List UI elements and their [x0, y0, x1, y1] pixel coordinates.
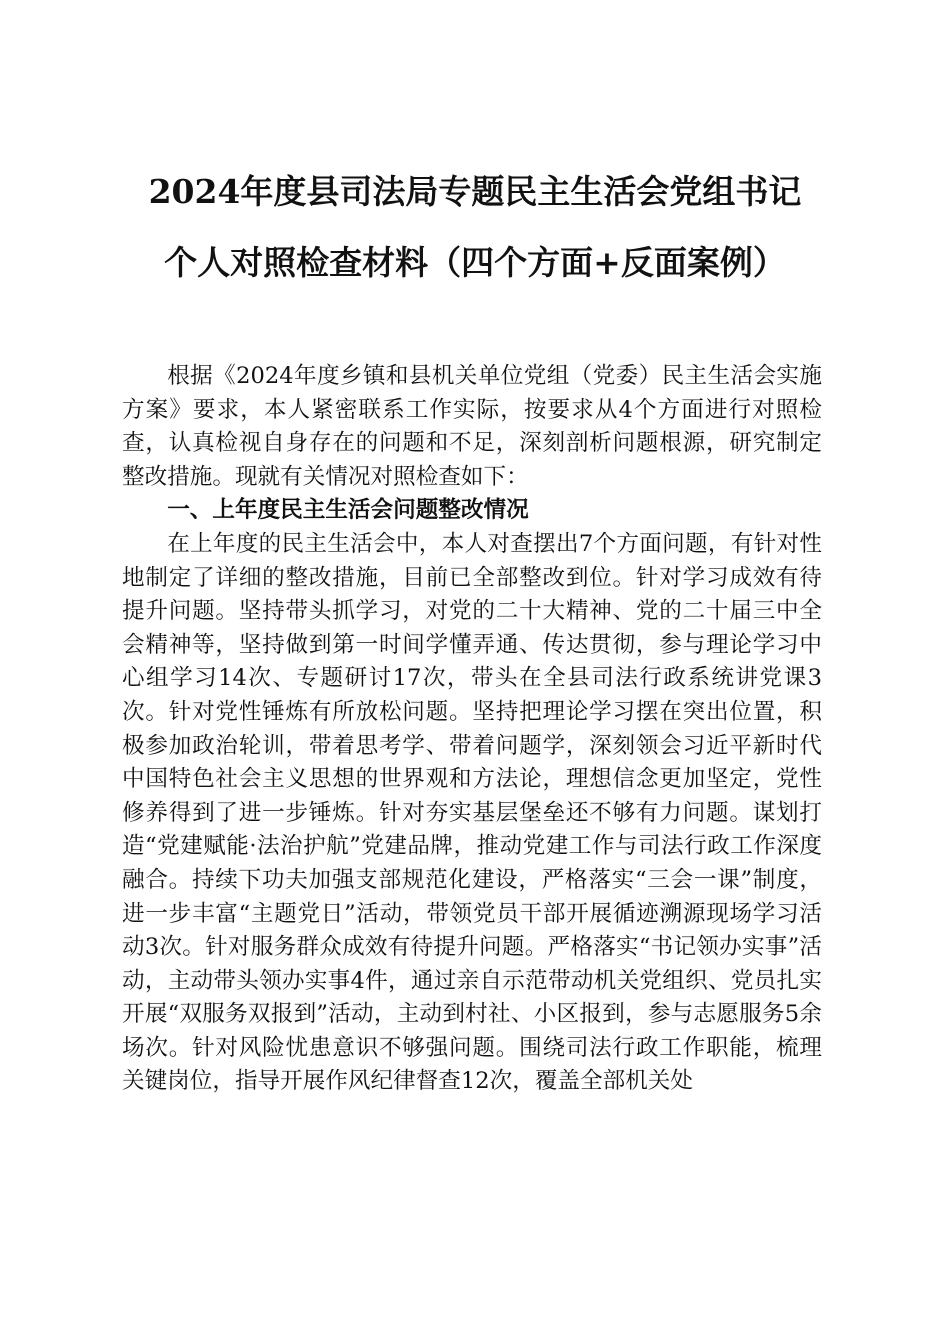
document-body: [122, 360, 822, 1099]
section-1-heading: 一、上年度民主生活会问题整改情况: [167, 497, 529, 524]
intro-paragraph: 根据《2024年度乡镇和县机关单位党组（党委）民主生活会实施方案》要求，本人紧密联系工作实际，按要求从4个方面进行对照检查，认真检视自身存在的问题和不足，深刻剖析问题根源，研究制定整改措施。现就有关情况对照检查如下：: [122, 363, 822, 490]
document-title-line-1: 2024年度县司法局专题民主生活会党组书记: [148, 172, 802, 211]
document-title-line-2: 个人对照检查材料（四个方面+反面案例）: [164, 243, 786, 282]
section-1-paragraph: 在上年度的民主生活会中，本人对查摆出7个方面问题，有针对性地制定了详细的整改措施，目前已全部整改到位。针对学习成效有待提升问题。坚持带头抓学习，对党的二十大精神、党的二十届三中全会精神等，坚持做到第一时间学懂弄通、传达贯彻，参与理论学习中心组学习14次、专题研讨17次，带头在全县司法行政系统讲党课3次。针对党性锤炼有所放松问题。坚持把理论学习摆在突出位置，积极参加政治轮训，带着思考学、带着问题学，深刻领会习近平新时代中国特色社会主义思想的世界观和方法论，理想信念更加坚定，党性修养得到了进一步锤炼。针对夯实基层堡垒还不够有力问题。谋划打造“党建赋能·法治护航”党建品牌，推动党建工作与司法行政工作深度融合。持续下功夫加强支部规范化建设，严格落实“三会一课”制度，进一步丰富“主题党日”活动，带领党员干部开展循迹溯源现场学习活动3次。针对服务群众成效有待提升问题。严格落实“书记领办实事”活动，主动带头领办实事4件，通过亲自示范带动机关党组织、党员扎实开展“双服务双报到”活动，主动到村社、小区报到，参与志愿服务5余场次。针对风险忧患意识不够强问题。围绕司法行政工作职能，梳理关键岗位，指导开展作风纪律督查12次，覆盖全部机关处: [122, 530, 822, 1095]
